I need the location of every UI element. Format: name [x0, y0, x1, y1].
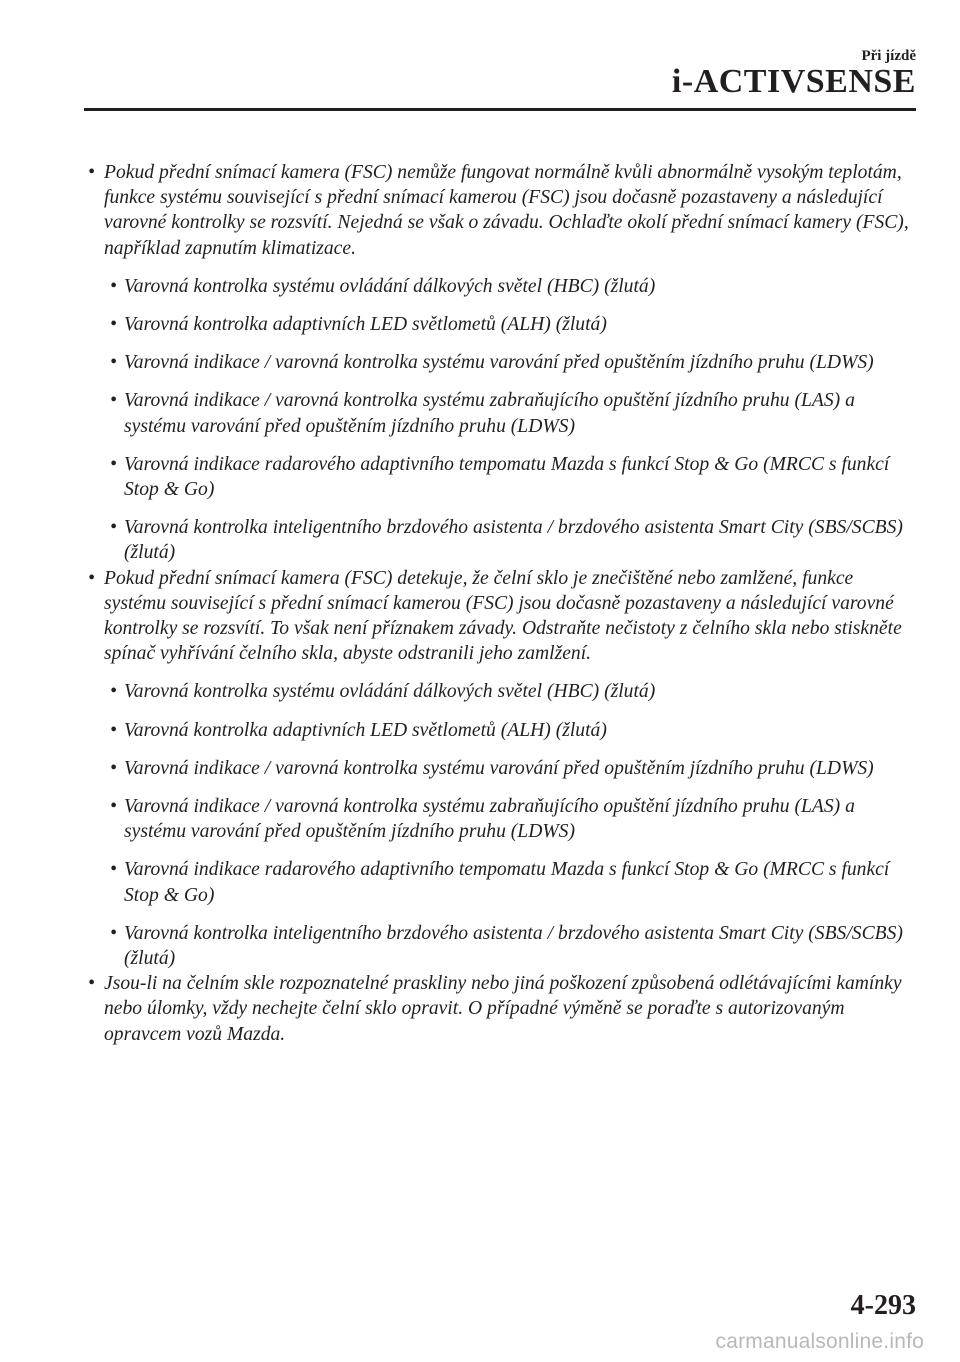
bullet-icon: •	[88, 973, 95, 995]
bullet-icon: •	[110, 681, 117, 703]
sub-list-item	[88, 679, 918, 704]
sub-item-text: Varovná indikace / varovná kontrolka systému zabraňujícího opuštění jízdního pruhu (LAS) a systému varování před opuštěním jízdního pruhu (LDWS)	[124, 390, 855, 437]
page-header	[0, 0, 960, 112]
sub-list-item	[88, 452, 918, 502]
item-text: Jsou-li na čelním skle rozpoznatelné praskliny nebo jiná poškození způsobená odlétávajícími kamínky nebo úlomky, vždy nechejte čelní sklo opravit. O případné výměně se poraďte s autorizovaným opravcem vozů Mazda.	[104, 973, 902, 1045]
bullet-icon: •	[110, 390, 117, 412]
sub-item-text: Varovná indikace / varovná kontrolka systému varování před opuštěním jízdního pruhu (LDWS)	[124, 352, 874, 374]
item-text: Pokud přední snímací kamera (FSC) detekuje, že čelní sklo je znečištěné nebo zamlžené, funkce systému související s přední snímací kamerou (FSC) jsou dočasně pozastaveny a následující varovné kontrolky se rozsvítí. To však není příznakem závady. Odstraňte nečistoty z čelního skla nebo stiskněte spínač vyhřívání čelního skla, abyste odstranili jeho zamlžení.	[104, 567, 902, 665]
bullet-icon: •	[110, 275, 117, 297]
sub-item-text: Varovná indikace / varovná kontrolka systému varování před opuštěním jízdního pruhu (LDWS)	[124, 757, 874, 779]
sub-item-text: Varovná kontrolka adaptivních LED světlometů (ALH) (žlutá)	[124, 314, 607, 336]
sub-item-text: Varovná kontrolka adaptivních LED světlometů (ALH) (žlutá)	[124, 719, 607, 741]
sub-item-text: Varovná kontrolka systému ovládání dálkových světel (HBC) (žlutá)	[124, 681, 656, 703]
page-content	[88, 160, 918, 1047]
sub-item-text: Varovná indikace radarového adaptivního tempomatu Mazda s funkcí Stop & Go (MRCC s funkcí Stop & Go)	[124, 859, 890, 906]
sub-item-text: Varovná kontrolka systému ovládání dálkových světel (HBC) (žlutá)	[124, 275, 656, 297]
bullet-icon: •	[110, 757, 117, 779]
header-divider	[84, 108, 916, 111]
watermark-text: carmanualsonline.info	[715, 1330, 924, 1353]
sub-list-item	[88, 756, 918, 781]
bullet-item-3	[88, 971, 918, 1047]
bullet-icon: •	[110, 859, 117, 881]
bullet-icon: •	[110, 796, 117, 818]
section-title: Při jízdě	[861, 48, 916, 64]
sub-list-item	[88, 857, 918, 907]
sub-list-item	[88, 350, 918, 375]
sub-list-item	[88, 718, 918, 743]
sub-list-item	[88, 312, 918, 337]
bullet-icon: •	[110, 453, 117, 475]
sub-list-item	[88, 921, 918, 971]
sub-item-text: Varovná indikace / varovná kontrolka systému zabraňujícího opuštění jízdního pruhu (LAS) a systému varování před opuštěním jízdního pruhu (LDWS)	[124, 796, 855, 843]
sub-item-text: Varovná kontrolka inteligentního brzdového asistenta / brzdového asistenta Smart City (SBS/SCBS) (žlutá)	[124, 517, 903, 564]
list-item	[88, 160, 918, 261]
item-text: Pokud přední snímací kamera (FSC) nemůže fungovat normálně kvůli abnormálně vysokým teplotám, funkce systému související s přední snímací kamerou (FSC) jsou dočasně pozastaveny a následující varovné kontrolky se rozsvítí. Nejedná se však o závadu. Ochlaďte okolí přední snímací kamery (FSC), například zapnutím klimatizace.	[104, 162, 909, 259]
sub-list-item	[88, 388, 918, 438]
sub-list-item	[88, 274, 918, 299]
bullet-item-2	[88, 566, 918, 972]
sub-item-text: Varovná kontrolka inteligentního brzdového asistenta / brzdového asistenta Smart City (SBS/SCBS) (žlutá)	[124, 922, 903, 970]
chapter-title: i-ACTIVSENSE	[671, 63, 916, 100]
bullet-icon: •	[110, 517, 117, 539]
bullet-icon: •	[110, 352, 117, 374]
sub-item-text: Varovná indikace radarového adaptivního tempomatu Mazda s funkcí Stop & Go (MRCC s funkcí Stop & Go)	[124, 453, 890, 501]
bullet-item-1	[88, 160, 918, 566]
bullet-icon: •	[88, 567, 95, 589]
sub-list-item	[88, 515, 918, 565]
list-item	[88, 971, 918, 1047]
sub-list-item	[88, 794, 918, 844]
list-item	[88, 566, 918, 667]
bullet-icon: •	[88, 162, 95, 183]
bullet-icon: •	[110, 922, 117, 944]
page-number: 4-293	[850, 1290, 916, 1321]
bullet-icon: •	[110, 314, 117, 336]
bullet-icon: •	[110, 719, 117, 741]
